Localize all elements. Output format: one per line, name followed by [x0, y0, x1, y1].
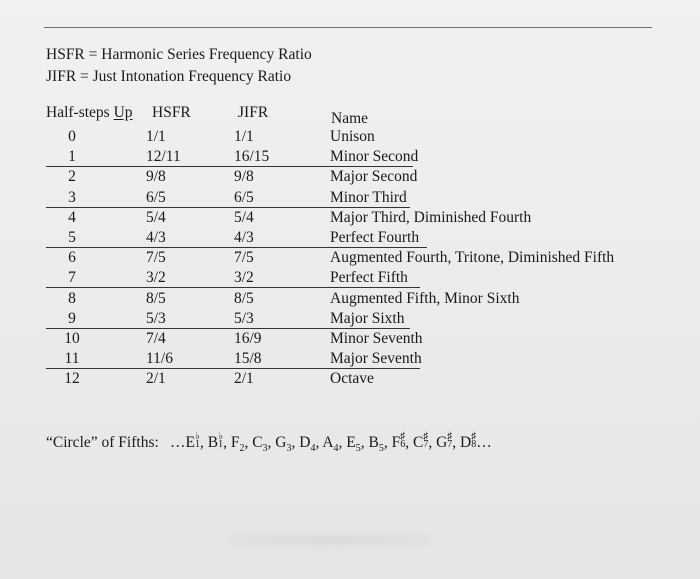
row-underline: [46, 166, 413, 167]
separator: ,: [338, 434, 347, 451]
half-steps-cell: 9: [68, 309, 76, 327]
note-octave: 4: [333, 443, 339, 455]
name-cell: Unison: [330, 128, 375, 145]
header-half-steps: [46, 104, 133, 122]
hsfr-cell: 1/1: [146, 128, 166, 145]
half-steps-cell: 6: [68, 249, 76, 267]
hsfr-cell: 9/8: [146, 168, 166, 186]
hsfr-cell: 5/3: [146, 309, 166, 327]
half-steps-cell: 1: [68, 148, 76, 166]
definitions: [46, 44, 312, 88]
jifr-cell: 16/9: [234, 330, 262, 347]
note-letter: G: [275, 434, 287, 451]
note-letter: D: [460, 434, 472, 451]
note-accidental: ♭: [218, 431, 223, 443]
name-cell: Minor Third: [330, 188, 407, 206]
half-steps-cell: 3: [68, 188, 76, 206]
note: [436, 431, 453, 451]
note-octave: 2: [239, 443, 245, 455]
note: [185, 431, 200, 451]
note-stack: [423, 433, 428, 449]
note: [391, 431, 406, 451]
half-steps-cell: 2: [68, 168, 76, 186]
note-letter: F: [391, 434, 401, 451]
separator: ,: [405, 434, 413, 451]
note-octave: 3: [262, 443, 268, 455]
hsfr-cell: 8/5: [146, 289, 166, 307]
name-cell: Major Seventh: [330, 350, 422, 368]
half-steps-cell: 8: [68, 289, 76, 307]
hsfr-cell: 7/4: [146, 330, 166, 347]
name-cell: Octave: [330, 370, 374, 388]
jifr-cell: 8/5: [234, 289, 254, 307]
row-underline: [46, 368, 420, 369]
name-cell: Augmented Fifth, Minor Sixth: [330, 289, 520, 307]
separator: ,: [452, 434, 461, 451]
separator: ,: [383, 434, 392, 451]
note-letter: D: [299, 434, 311, 451]
separator: ,: [267, 434, 276, 451]
note-octave: 4: [310, 443, 316, 455]
name-cell: Augmented Fourth, Tritone, Diminished Fifth: [330, 249, 615, 267]
ellipsis-start: …: [170, 434, 186, 451]
separator: ,: [244, 434, 253, 451]
hsfr-cell: 11/6: [146, 350, 173, 368]
note: [368, 434, 384, 455]
separator: ,: [199, 434, 208, 451]
name-cell: Minor Seventh: [330, 330, 423, 347]
note-letter: C: [412, 434, 424, 451]
circle-of-fifths-label: “Circle” of Fifths:: [46, 434, 159, 451]
note-stack: [400, 433, 405, 449]
name-cell: Minor Second: [330, 148, 419, 166]
top-rule: [44, 27, 652, 28]
note-letter: E: [185, 434, 195, 451]
jifr-cell: 15/8: [234, 350, 262, 368]
note-octave: 8: [471, 439, 477, 451]
jifr-cell: 7/5: [234, 249, 254, 267]
note-octave: 5: [378, 443, 384, 455]
note: [230, 434, 245, 455]
note: [275, 434, 292, 455]
header-name: Name: [331, 110, 369, 127]
note: [412, 431, 429, 451]
note-accidental: ♯: [471, 431, 477, 443]
note-accidental: ♯: [423, 431, 429, 443]
note-letter: G: [436, 434, 448, 451]
note-letter: B: [368, 434, 379, 451]
hsfr-cell: 7/5: [146, 249, 166, 267]
name-cell: Major Third, Diminished Fourth: [330, 208, 532, 226]
note: [252, 434, 268, 455]
note-octave: 1: [194, 439, 200, 451]
note-octave: 7: [423, 439, 429, 451]
half-steps-cell: 7: [68, 269, 76, 287]
separator: ,: [428, 434, 437, 451]
name-cell: Major Sixth: [330, 309, 405, 327]
note-letter: E: [346, 434, 356, 451]
separator: ,: [315, 434, 323, 451]
ellipsis-end: …: [476, 434, 492, 451]
half-steps-cell: 10: [64, 330, 80, 347]
note-letter: C: [252, 434, 263, 451]
half-steps-cell: 0: [68, 128, 76, 145]
separator: ,: [291, 434, 300, 451]
note: [322, 434, 339, 455]
row-underline: [46, 287, 420, 288]
note: [299, 434, 316, 455]
note-stack: [218, 433, 223, 449]
note-letter: B: [207, 434, 219, 451]
half-steps-cell: 4: [68, 208, 76, 226]
note-octave: 7: [447, 439, 453, 451]
hsfr-cell: 4/3: [146, 229, 166, 246]
jifr-cell: 2/1: [234, 370, 254, 388]
jifr-definition: JIFR = Just Intonation Frequency Ratio: [46, 68, 292, 85]
note-octave: 5: [355, 443, 361, 455]
half-steps-cell: 5: [68, 229, 76, 246]
note-accidental: ♯: [447, 431, 453, 443]
header-half-steps-label: [46, 104, 133, 121]
header-jifr: JIFR: [238, 104, 269, 121]
header-hsfr: HSFR: [152, 104, 191, 121]
row-underline: [46, 328, 410, 329]
separator: ,: [223, 434, 231, 451]
hsfr-cell: 2/1: [146, 370, 166, 388]
note-octave: 1: [218, 439, 224, 451]
header-half-steps-up: Up: [113, 104, 133, 121]
separator: ,: [360, 434, 369, 451]
jifr-cell: 5/3: [234, 309, 254, 327]
row-underline: [46, 247, 427, 248]
note-letter: F: [230, 434, 240, 451]
jifr-cell: 5/4: [234, 208, 254, 226]
jifr-cell: 9/8: [234, 168, 254, 186]
jifr-cell: 3/2: [234, 269, 254, 287]
note-accidental: ♯: [400, 431, 406, 443]
hsfr-definition: HSFR = Harmonic Series Frequency Ratio: [46, 46, 312, 63]
note: [346, 434, 361, 455]
note: [460, 431, 477, 451]
hsfr-cell: 12/11: [146, 148, 181, 166]
name-cell: Perfect Fourth: [330, 229, 420, 246]
note-accidental: ♭: [195, 431, 200, 443]
name-cell: Major Second: [330, 168, 418, 186]
circle-of-fifths-notes: [170, 431, 492, 455]
circle-of-fifths: [46, 431, 492, 455]
note-stack: [195, 433, 200, 449]
row-underline: [46, 207, 410, 208]
half-steps-cell: 12: [64, 370, 80, 388]
note-stack: [471, 433, 476, 449]
jifr-cell: 6/5: [234, 188, 254, 206]
hsfr-cell: 5/4: [146, 208, 166, 226]
note-letter: A: [322, 434, 334, 451]
jifr-cell: 1/1: [234, 128, 254, 145]
jifr-cell: 16/15: [234, 148, 270, 166]
bleed-through-shadow: [230, 535, 430, 545]
note-octave: 3: [286, 443, 292, 455]
jifr-cell: 4/3: [234, 229, 254, 246]
header-half-steps-text: Half-steps: [46, 104, 114, 121]
note: [207, 431, 224, 451]
name-cell: Perfect Fifth: [330, 269, 408, 287]
hsfr-cell: 6/5: [146, 188, 166, 206]
half-steps-cell: 11: [64, 350, 80, 368]
note-stack: [447, 433, 452, 449]
note-octave: 6: [400, 439, 406, 451]
hsfr-cell: 3/2: [146, 269, 166, 287]
